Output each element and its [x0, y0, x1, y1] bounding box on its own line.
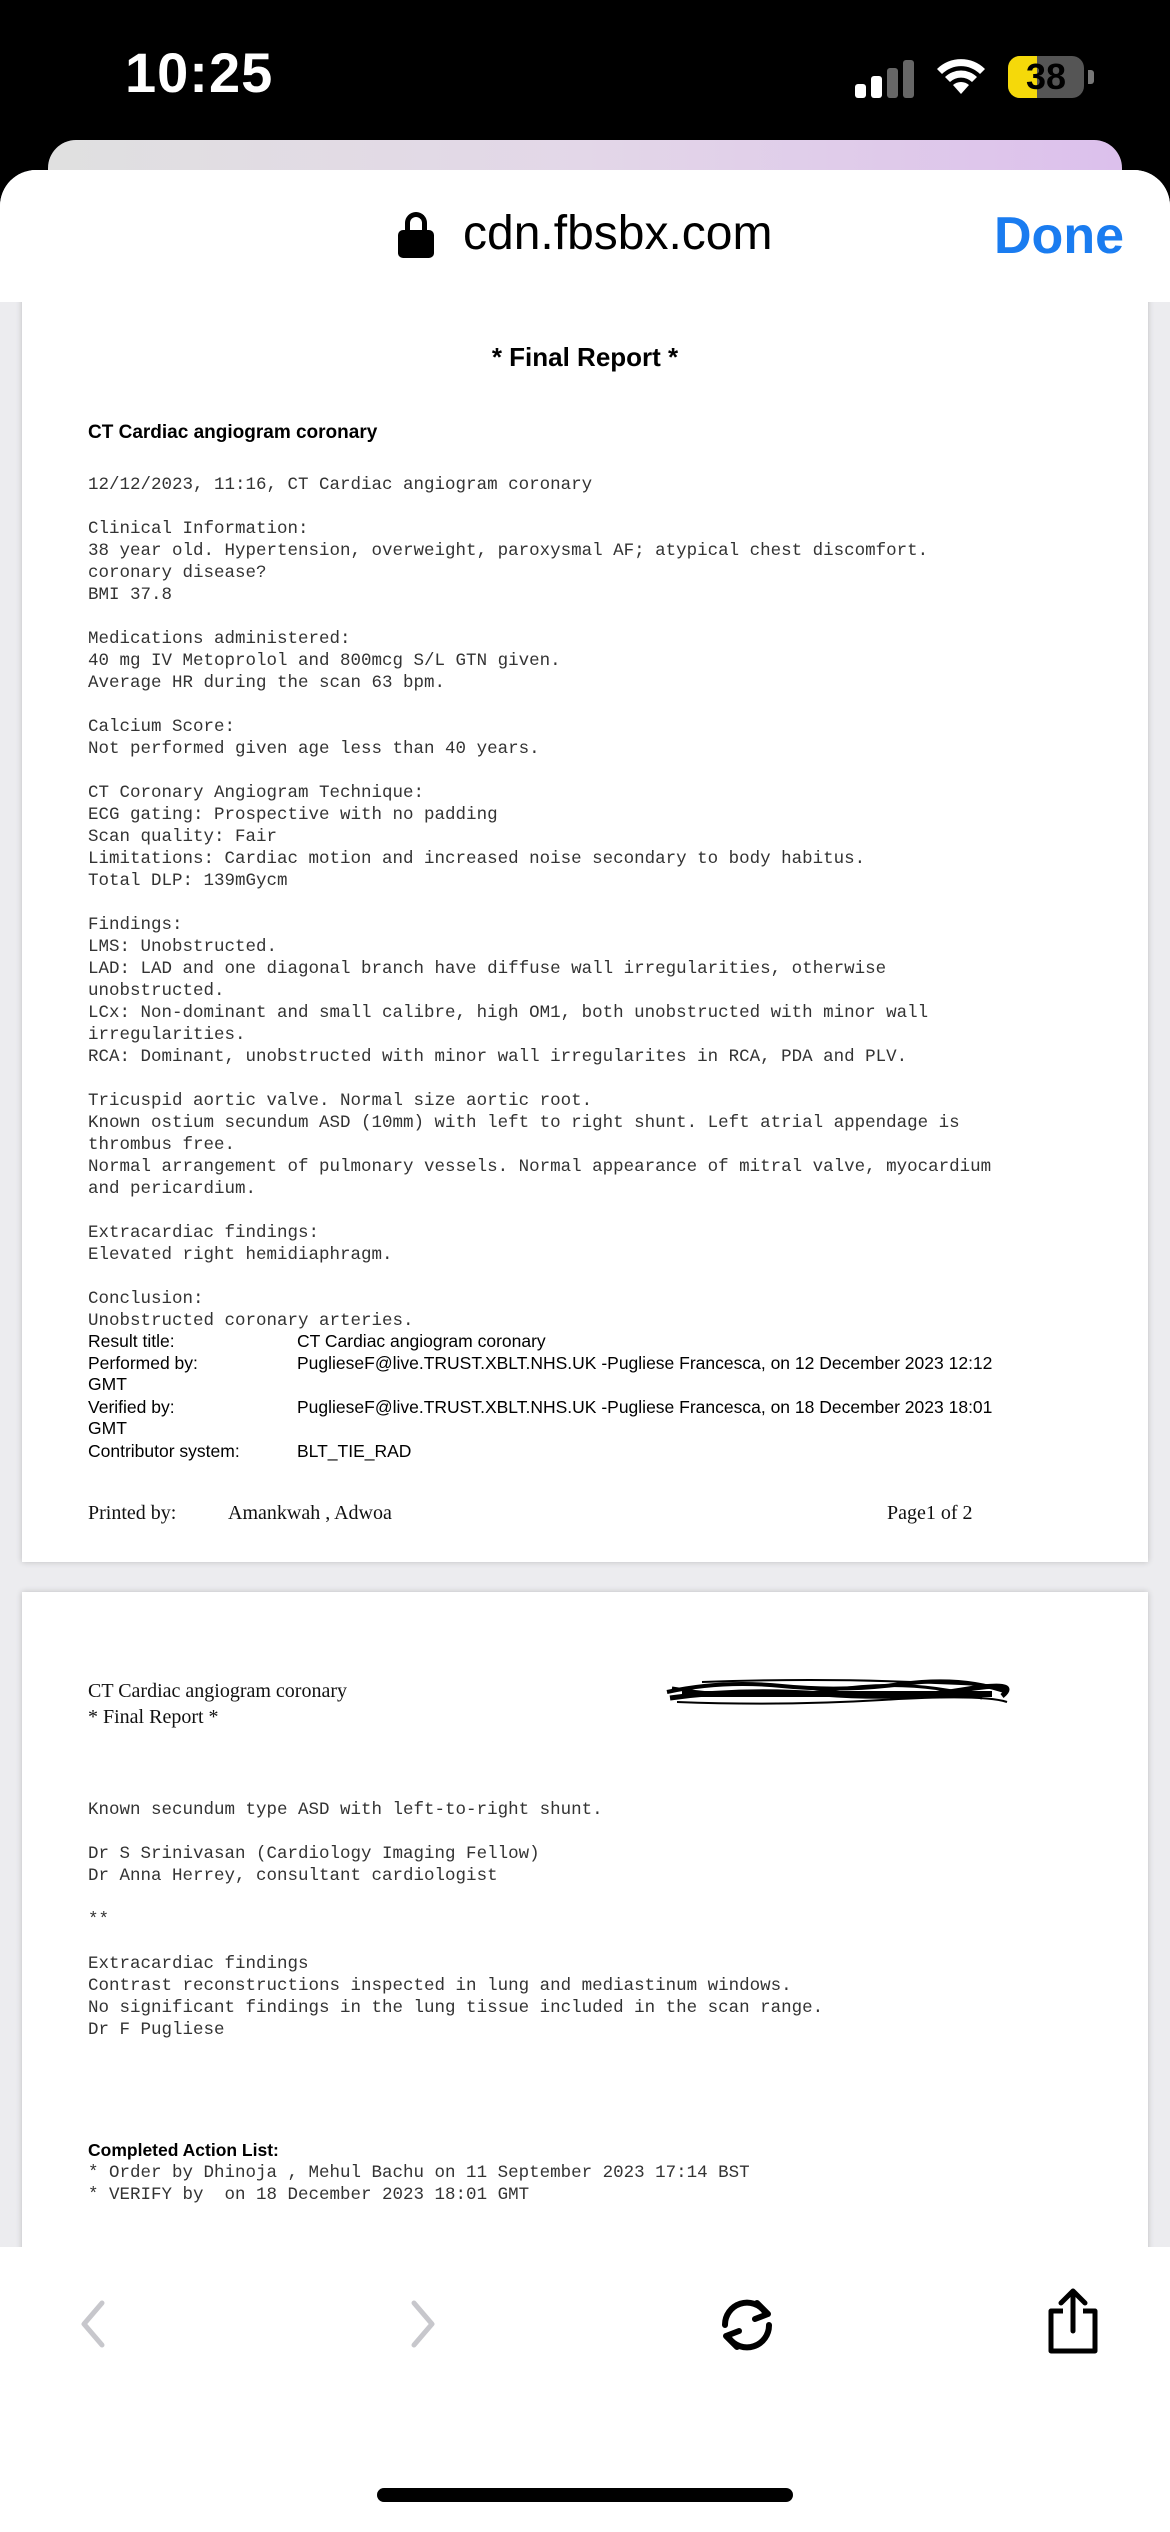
info-value-continued: GMT [88, 1374, 127, 1394]
info-key: Contributor system: [88, 1441, 240, 1461]
report-line: Limitations: Cardiac motion and increased noise secondary to body habitus. [88, 849, 866, 869]
info-key: Performed by: [88, 1353, 198, 1373]
page2-line: No significant findings in the lung tissue included in the scan range. [88, 1998, 824, 2018]
report-line: Extracardiac findings: [88, 1223, 320, 1243]
report-line: Scan quality: Fair [88, 827, 278, 847]
page2-line: Known secundum type ASD with left-to-right shunt. [88, 1800, 603, 1820]
page2-line: Dr Anna Herrey, consultant cardiologist [88, 1866, 498, 1886]
report-line: Elevated right hemidiaphragm. [88, 1245, 393, 1265]
report-line: Known ostium secundum ASD (10mm) with left to right shunt. Left atrial appendage is [88, 1113, 960, 1133]
redaction-scribble [662, 1672, 1012, 1712]
report-line: LAD: LAD and one diagonal branch have diffuse wall irregularities, otherwise [88, 959, 887, 979]
info-value: PuglieseF@live.TRUST.XBLT.NHS.UK -Pugliese Francesca, on 12 December 2023 12:12 [297, 1353, 993, 1373]
report-line: Average HR during the scan 63 bpm. [88, 673, 446, 693]
action-list-title: Completed Action List: [88, 2140, 279, 2160]
page2-subheading: * Final Report * [88, 1706, 219, 1728]
report-line: coronary disease? [88, 563, 267, 583]
report-line: Calcium Score: [88, 717, 236, 737]
report-line: Normal arrangement of pulmonary vessels. Normal appearance of mitral valve, myocardium [88, 1157, 992, 1177]
info-key: Result title: [88, 1331, 175, 1351]
report-line: LMS: Unobstructed. [88, 937, 278, 957]
report-line: Medications administered: [88, 629, 351, 649]
page2-line: Contrast reconstructions inspected in lung and mediastinum windows. [88, 1976, 792, 1996]
info-key: Verified by: [88, 1397, 175, 1417]
report-line: CT Coronary Angiogram Technique: [88, 783, 425, 803]
done-button[interactable]: Done [994, 207, 1124, 265]
battery-level: 38 [1025, 56, 1067, 97]
page2-line: Dr F Pugliese [88, 2020, 225, 2040]
report-line: Unobstructed coronary arteries. [88, 1311, 414, 1331]
share-icon[interactable] [1045, 2287, 1101, 2355]
final-report-title: * Final Report * [491, 342, 679, 372]
report-line: 38 year old. Hypertension, overweight, paroxysmal AF; atypical chest discomfort. [88, 541, 929, 561]
url-label[interactable]: cdn.fbsbx.com [463, 207, 773, 260]
report-line: Clinical Information: [88, 519, 309, 539]
action-item: * Order by Dhinoja , Mehul Bachu on 11 September 2023 17:14 BST [88, 2163, 750, 2183]
forward-icon[interactable] [408, 2299, 438, 2349]
report-line: ECG gating: Prospective with no padding [88, 805, 498, 825]
reload-icon[interactable] [715, 2295, 779, 2355]
report-line: and pericardium. [88, 1179, 257, 1199]
page2-heading: CT Cardiac angiogram coronary [88, 1680, 347, 1702]
browser-top-bar [0, 170, 1170, 302]
status-time: 10:25 [125, 41, 274, 104]
report-line: Conclusion: [88, 1289, 204, 1309]
page2-line: Dr S Srinivasan (Cardiology Imaging Fellow) [88, 1844, 540, 1864]
report-line: 40 mg IV Metoprolol and 800mcg S/L GTN given. [88, 651, 561, 671]
report-line: 12/12/2023, 11:16, CT Cardiac angiogram coronary [88, 475, 593, 495]
status-bar [0, 0, 1170, 150]
home-indicator [377, 2488, 793, 2502]
report-heading: CT Cardiac angiogram coronary [88, 422, 378, 443]
browser-sheet [0, 170, 1170, 2532]
wifi-icon [935, 56, 987, 96]
report-line: Tricuspid aortic valve. Normal size aortic root. [88, 1091, 593, 1111]
back-icon[interactable] [78, 2299, 108, 2349]
printed-by-label: Printed by: [88, 1502, 177, 1524]
cellular-signal-icon [855, 58, 915, 98]
report-line: Findings: [88, 915, 183, 935]
report-line: Not performed given age less than 40 years. [88, 739, 540, 759]
report-line: Total DLP: 139mGycm [88, 871, 288, 891]
printed-by-name: Amankwah , Adwoa [228, 1502, 392, 1524]
lock-icon [398, 212, 434, 258]
page2-line: ** [88, 1910, 110, 1930]
action-item: * VERIFY by on 18 December 2023 18:01 GMT [88, 2185, 530, 2205]
page-number: Page1 of 2 [887, 1502, 973, 1524]
report-line: thrombus free. [88, 1135, 236, 1155]
info-value: PuglieseF@live.TRUST.XBLT.NHS.UK -Pugliese Francesca, on 18 December 2023 18:01 [297, 1397, 993, 1417]
page2-line: Extracardiac findings [88, 1954, 309, 1974]
document-viewer[interactable] [0, 302, 1170, 2417]
document-page-1 [22, 302, 1148, 1562]
report-line: unobstructed. [88, 981, 225, 1001]
info-value: BLT_TIE_RAD [297, 1441, 412, 1461]
battery-tip [1088, 70, 1094, 84]
report-line: irregularities. [88, 1025, 246, 1045]
info-value: CT Cardiac angiogram coronary [297, 1331, 546, 1351]
report-line: BMI 37.8 [88, 585, 173, 605]
report-line: LCx: Non-dominant and small calibre, high OM1, both unobstructed with minor wall [88, 1003, 929, 1023]
battery-icon [1008, 56, 1084, 98]
report-line: RCA: Dominant, unobstructed with minor wall irregularites in RCA, PDA and PLV. [88, 1047, 908, 1067]
info-value-continued: GMT [88, 1418, 127, 1438]
